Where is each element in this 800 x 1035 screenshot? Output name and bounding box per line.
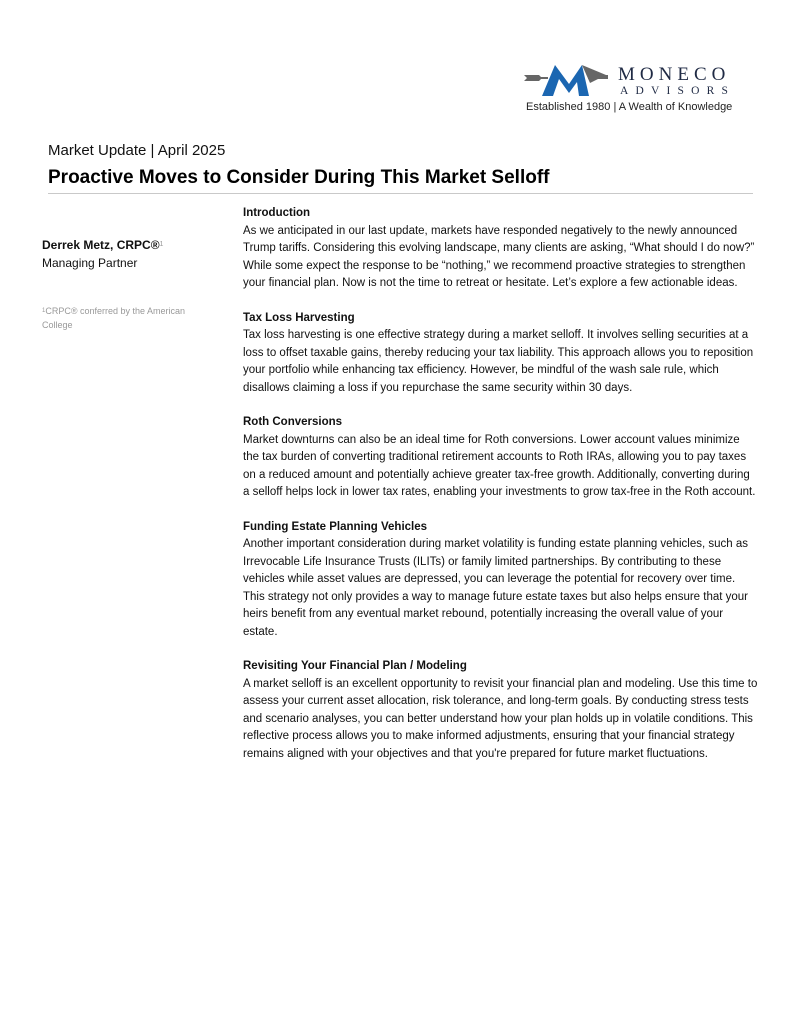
footnote-marker: 1 <box>42 308 46 314</box>
brand-subname: ADVISORS <box>620 85 736 97</box>
section-paragraph: As we anticipated in our last update, markets have responded negatively to the newly announced Trump tariffs. Considering this evolving landscape, many clients are asking, “What should I do now?” While some expect the response to be “nothing,” we recommend proactive strategies to strengthen your financial plan. Now is not the time to retreat or hesitate. Let’s explore a few actionable ideas. <box>243 224 755 289</box>
author-sidebar <box>42 236 202 332</box>
section-heading: Roth Conversions <box>243 416 343 428</box>
footnote-text: CRPC® conferred by the American College <box>42 306 186 330</box>
section-roth-conversions <box>243 414 758 502</box>
author-name: Derrek Metz, CRPC® <box>42 238 160 252</box>
section-heading: Funding Estate Planning Vehicles <box>243 520 428 533</box>
page-title: Proactive Moves to Consider During This Market Selloff <box>48 167 550 188</box>
section-tax-loss-harvesting <box>243 310 758 398</box>
author-name-line <box>42 236 202 254</box>
section-introduction <box>243 205 758 293</box>
section-paragraph: A market selloff is an excellent opportunity to revisit your financial plan and modeling. Use this time to assess your current asset allocation, risk tolerance, and long-term goals. By conducting stress tests and scenario analyses, you can better understand how your plan holds up in volatile conditions. This reflective process allows you to make informed adjustments, ensuring that your financial strategy remains aligned with your objectives and that you're prepared for future market fluctuations. <box>243 677 758 760</box>
moneco-m-arrow-logo-icon <box>522 62 618 100</box>
section-heading: Revisiting Your Financial Plan / Modeling <box>243 660 467 672</box>
section-heading: Tax Loss Harvesting <box>243 311 355 324</box>
section-paragraph: Market downturns can also be an ideal time for Roth conversions. Lower account values minimize the tax burden of converting traditional retirement accounts to Roth IRAs, allowing you to pay taxes on a reduced amount and potentially achieve greater tax-free growth. Additionally, converting during a selloff helps lock in lower tax rates, enabling your investments to grow tax-free in the Roth account. <box>243 433 756 498</box>
brand-tagline: Established 1980 | A Wealth of Knowledge <box>526 101 733 113</box>
article-body <box>243 205 758 780</box>
section-financial-plan <box>243 658 758 763</box>
section-paragraph: Another important consideration during market volatility is funding estate planning vehicles, such as Irrevocable Life Insurance Trusts (ILITs) or family limited partnerships. By contributing to these vehicles while asset values are depressed, you can leverage the potential for recovery over time. This strategy not only provides a way to manage future estate taxes but also helps ensure that your heirs benefit from any eventual market rebound, potentially increasing the overall value of your estate. <box>243 538 749 638</box>
moneco-logo <box>522 62 742 120</box>
section-estate-planning <box>243 519 758 642</box>
section-heading: Introduction <box>243 207 311 219</box>
author-role: Managing Partner <box>42 256 138 270</box>
brand-name: MONECO <box>618 64 731 85</box>
credential-footnote <box>42 304 202 332</box>
author-footnote-marker: 1 <box>159 241 164 248</box>
header-divider <box>48 193 753 194</box>
report-kicker: Market Update | April 2025 <box>48 142 226 159</box>
section-paragraph: Tax loss harvesting is one effective strategy during a market selloff. It involves selling securities at a loss to offset taxable gains, thereby reducing your tax liability. This approach allows you to reposition your portfolio while enhancing tax efficiency. However, be mindful of the wash sale rule, which disallows claiming a loss if you repurchase the same security within 30 days. <box>243 329 754 394</box>
